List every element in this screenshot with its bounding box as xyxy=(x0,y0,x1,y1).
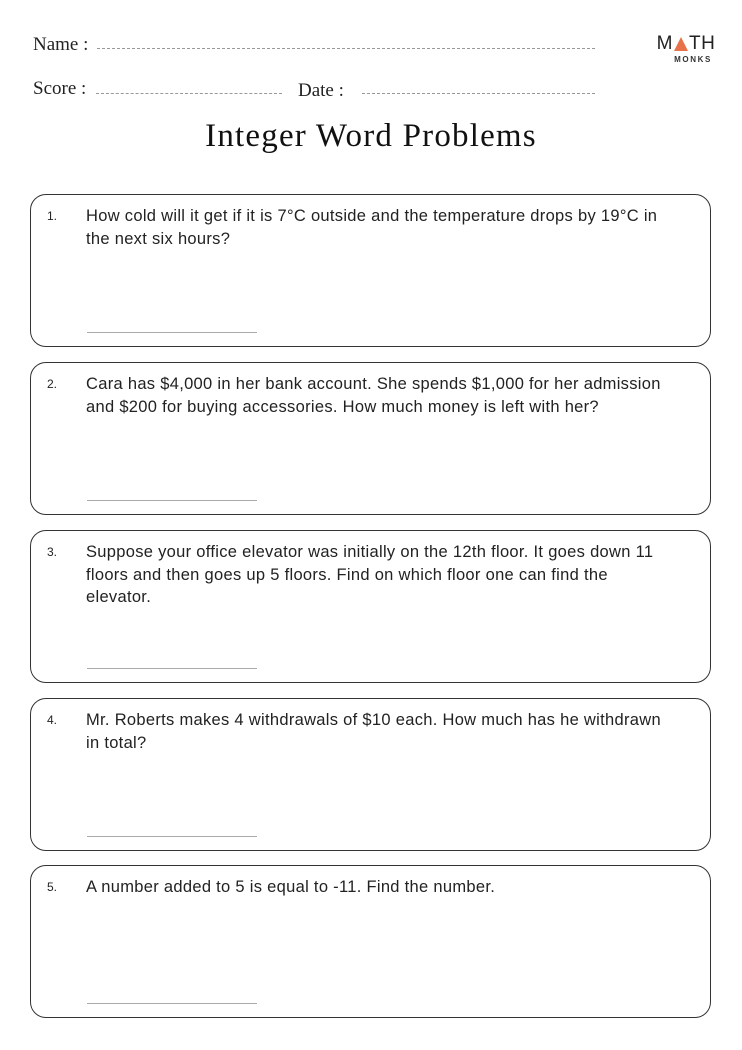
problem-text: A number added to 5 is equal to -11. Find the number. xyxy=(86,878,496,896)
triangle-icon xyxy=(674,37,688,51)
logo-subtitle: MONKS xyxy=(674,55,712,64)
problem-card xyxy=(30,865,711,1018)
date-field[interactable] xyxy=(362,93,595,94)
name-field[interactable] xyxy=(97,48,595,49)
answer-line[interactable] xyxy=(87,500,257,501)
score-field[interactable] xyxy=(96,93,282,94)
answer-line[interactable] xyxy=(87,836,257,837)
name-label: Name : xyxy=(33,34,89,55)
answer-line[interactable] xyxy=(87,332,257,333)
problem-number: 1. xyxy=(47,209,58,223)
problem-card xyxy=(30,194,711,347)
problem-text: Suppose your office elevator was initially on the 12th floor. It goes down 11 floors and then goes up 5 floors. Find on which floor one can find the elevator. xyxy=(86,543,654,606)
problem-number: 4. xyxy=(47,713,58,727)
problem-text: Cara has $4,000 in her bank account. She spends $1,000 for her admission and $200 for buying accessories. How much money is left with her? xyxy=(86,375,661,416)
score-label: Score : xyxy=(33,78,87,99)
problem-number: 2. xyxy=(47,377,58,391)
math-monks-logo xyxy=(656,34,716,64)
problem-number: 3. xyxy=(47,545,58,559)
problem-card xyxy=(30,698,711,851)
problem-card xyxy=(30,530,711,683)
problem-text: Mr. Roberts makes 4 withdrawals of $10 each. How much has he withdrawn in total? xyxy=(86,711,661,752)
problem-card xyxy=(30,362,711,515)
problem-number: 5. xyxy=(47,880,58,894)
logo-letters-th: TH xyxy=(689,33,716,54)
page-title: Integer Word Problems xyxy=(205,118,537,154)
answer-line[interactable] xyxy=(87,668,257,669)
answer-line[interactable] xyxy=(87,1003,257,1004)
date-label: Date : xyxy=(298,80,344,101)
logo-letter-m: M xyxy=(656,33,673,54)
problem-text: How cold will it get if it is 7°C outside and the temperature drops by 19°C in the next six hours? xyxy=(86,207,658,248)
